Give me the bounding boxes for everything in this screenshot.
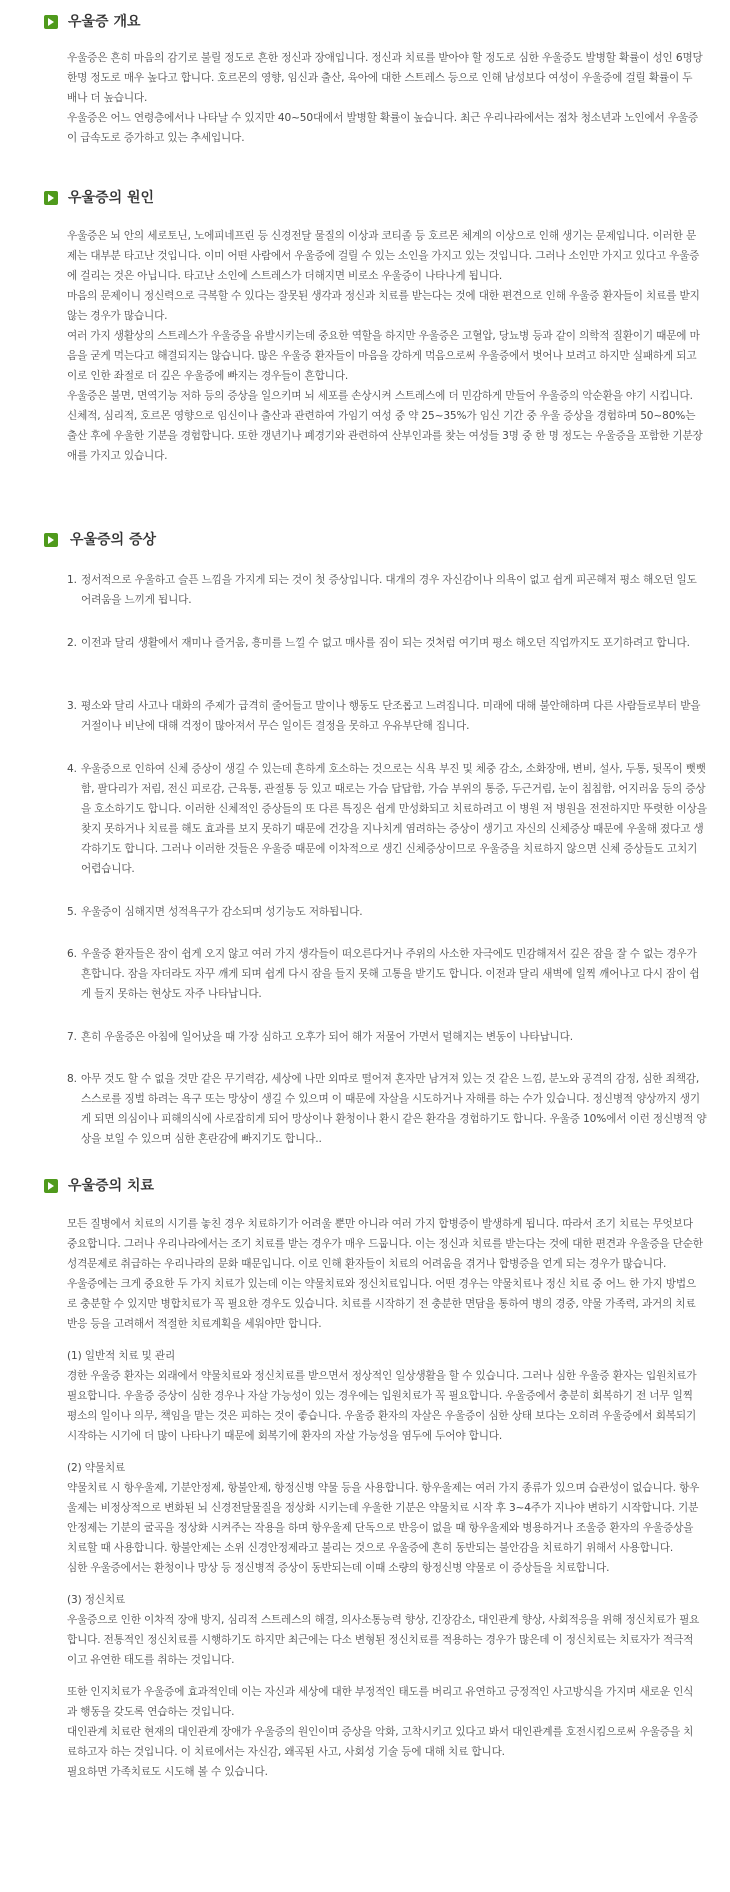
section-title: 우울증 개요 — [68, 14, 141, 30]
section-header — [0, 12, 730, 34]
paragraph: 약물치료 시 항우울제, 기분안정제, 항불안제, 항정신병 약물 등을 사용합니다. 항우울제는 여러 가지 종류가 있으며 습관성이 없습니다. 항우울제는 비정상적으로 변화된 뇌 신경전달물질을 정상화 시키는데 우울한 기분은 약물치료 시작 후 3~4주가 지나야 변하기 시작합니다. 기분안정제는 기분의 굴곡을 정상화 시켜주는 작용을 하며 항우울제 단독으로 반응이 없을 때 항우울제와 병용하거나 조울증 환자의 우울증상을 치료할 때 사용합니다. 항불안제는 소위 신경안정제라고 불리는 것으로 우울증에 흔히 동반되는 불안감을 치료하기 위해서 사용합니다. — [67, 1482, 700, 1554]
list-item — [67, 633, 707, 653]
paragraph: 신체적, 심리적, 호르몬 영향으로 임신이나 출산과 관련하여 가임기 여성 중 약 25~35%가 임신 기간 중 우울 증상을 경험하며 50~80%는 출산 후에 우울한 기분을 경험합니다. 또한 갱년기나 폐경기와 관련하여 산부인과를 찾는 여성들 3명 중 한 명 정도는 우울증을 포함한 기분장애를 가지고 있습니다. — [67, 410, 703, 462]
section-header — [0, 530, 730, 552]
subheading-medication: (2) 약물치료 — [67, 1462, 126, 1474]
section-body — [67, 226, 703, 466]
section-title: 우울증의 증상 — [70, 532, 157, 548]
arrow-bullet-icon — [44, 1179, 58, 1193]
list-number: 4. — [67, 763, 77, 775]
list-text: 우울증이 심해지면 성적욕구가 감소되며 성기능도 저하됩니다. — [81, 906, 363, 918]
list-number: 5. — [67, 906, 77, 918]
paragraph: 심한 우울증에서는 환청이나 망상 등 정신병적 증상이 동반되는데 이때 소량의 항정신병 약물로 이 증상들을 치료합니다. — [67, 1562, 610, 1574]
list-text: 평소와 달리 사고나 대화의 주제가 급격히 줄어들고 말이나 행동도 단조롭고 느려집니다. 미래에 대해 불안해하며 다른 사람들로부터 받을 거절이나 비난에 대해 걱정이 많아져서 무슨 일이든 결정을 못하고 우유부단해 집니다. — [81, 700, 701, 732]
list-item — [67, 696, 707, 736]
list-number: 2. — [67, 637, 77, 649]
paragraph: 우울증은 뇌 안의 세로토닌, 노에피네프린 등 신경전달 물질의 이상과 코티졸 등 호르몬 체계의 이상으로 인해 생기는 문제입니다. 이러한 문제는 대부분 타고난 것입니다. 이미 어떤 사람에서 우울증에 걸릴 수 있는 소인을 가지고 있는 것입니다. 그러나 소인만 가지고 있다고 우울증에 걸리는 것은 아닙니다. 타고난 소인에 스트레스가 더해지면 비로소 우울증이 나타나게 됩니다. — [67, 230, 700, 282]
list-number: 1. — [67, 574, 77, 586]
section-title: 우울증의 원인 — [68, 190, 155, 206]
list-text: 우울증으로 인하여 신체 증상이 생길 수 있는데 흔하게 호소하는 것으로는 식욕 부진 및 체중 감소, 소화장애, 변비, 설사, 두통, 뒷목이 뻣뻣함, 팔다리가 저림, 전신 피로감, 근육통, 관절통 등 있고 때로는 가슴 답답함, 가슴 부위의 통증, 두근거림, 눈이 침침함, 어지러움 등의 증상을 호소하기도 합니다. 이러한 신체적인 증상들의 또 다른 특징은 쉽게 만성화되고 치료하려고 이 병원 저 병원을 전전하지만 뚜렷한 이상을 찾지 못하거나 치료를 해도 효과를 보지 못하기 때문에 건강을 지나치게 염려하는 증상이 생기고 자신의 신체증상 때문에 우울해 졌다고 생각하기도 합니다. 그러나 이러한 것들은 우울증 때문에 이차적으로 생긴 신체증상이므로 우울증을 치료하지 않으면 신체 증상들도 고치기 어렵습니다. — [81, 763, 707, 875]
paragraph: 여러 가지 생활상의 스트레스가 우울증을 유발시키는데 중요한 역할을 하지만 우울증은 고혈압, 당뇨병 등과 같이 의학적 질환이기 때문에 마음을 굳게 먹는다고 해결되지는 않습니다. 많은 우울증 환자들이 마음을 강하게 먹음으로써 우울증에서 벗어나 보려고 하지만 실패하게 되고 이로 인한 좌절로 더 깊은 우울증에 빠지는 경우들이 흔합니다. — [67, 330, 700, 382]
section-title: 우울증의 치료 — [68, 1178, 155, 1194]
list-text: 아무 것도 할 수 없을 것만 같은 무기력감, 세상에 나만 외따로 떨어져 혼자만 남겨져 있는 것 같은 느낌, 분노와 공격의 감정, 심한 죄책감, 스스로를 징벌 하려는 욕구 또는 망상이 생길 수 있으며 이 때문에 자살을 시도하거나 자해를 하는 수가 있습니다. 정신병적 양상까지 생기게 되면 의심이나 피해의식에 사로잡히게 되어 망상이나 환청이나 환시 같은 환각을 경험하기도 합니다. 우울증 10%에서 이런 정신병적 양상을 보일 수 있으며 심한 혼란감에 빠지기도 합니다.. — [81, 1073, 707, 1145]
subheading-psychotherapy: (3) 정신치료 — [67, 1594, 126, 1606]
paragraph: 우울증으로 인한 이차적 장애 방지, 심리적 스트레스의 해결, 의사소통능력 향상, 긴장감소, 대인관계 향상, 사회적응을 위해 정신치료가 필요합니다. 전통적인 정신치료를 시행하기도 하지만 최근에는 다소 변형된 정신치료를 적용하는 경우가 많은데 이 정신치료는 치료자가 적극적이고 유연한 태도를 취하는 것입니다. — [67, 1614, 700, 1666]
list-item — [67, 944, 707, 1004]
list-number: 3. — [67, 700, 77, 712]
paragraph: 모든 질병에서 치료의 시기를 놓친 경우 치료하기가 어려울 뿐만 아니라 여러 가지 합병증이 발생하게 됩니다. 따라서 조기 치료는 무엇보다 중요합니다. 그러나 우리나라에서는 조기 치료를 받는 경우가 매우 드뭅니다. 이는 정신과 치료를 받는다는 것에 대한 편견과 우울증을 단순한 성격문제로 취급하는 우리나라의 문화 때문입니다. 이로 인해 환자들이 치료의 어려움을 겪거나 합병증을 얻게 되는 경우가 많습니다. — [67, 1218, 703, 1270]
subheading-general: (1) 일반적 치료 및 관리 — [67, 1350, 176, 1362]
paragraph: 우울증은 흔히 마음의 감기로 불릴 정도로 흔한 정신과 장애입니다. 정신과 치료를 받아야 할 정도로 심한 우울증도 발병할 확률이 성인 6명당 한명 정도로 매우 높다고 합니다. 호르몬의 영향, 임신과 출산, 육아에 대한 스트레스 등으로 인해 남성보다 여성이 우울증에 걸릴 확률이 두 배나 더 높습니다. — [67, 52, 703, 104]
section-body — [67, 48, 703, 148]
list-text: 흔히 우울증은 아침에 일어났을 때 가장 심하고 오후가 되어 해가 저물어 가면서 덜해지는 변동이 나타납니다. — [81, 1031, 573, 1043]
list-text: 우울증 환자들은 잠이 쉽게 오지 않고 여러 가지 생각들이 떠오른다거나 주위의 사소한 자극에도 민감해져서 깊은 잠을 잘 수 없는 경우가 흔합니다. 잠을 자더라도 자꾸 깨게 되며 쉽게 다시 잠을 들지 못해 고통을 받기도 합니다. 이전과 달리 새벽에 일찍 깨어나고 다시 잠이 쉽게 들지 못하는 현상도 자주 나타납니다. — [81, 948, 700, 1000]
list-item — [67, 1069, 707, 1149]
arrow-bullet-icon — [44, 533, 58, 547]
list-item — [67, 759, 707, 879]
paragraph: 경한 우울증 환자는 외래에서 약물치료와 정신치료를 받으면서 정상적인 일상생활을 할 수 있습니다. 그러나 심한 우울증 환자는 입원치료가 필요합니다. 우울증 증상이 심한 경우나 자살 가능성이 있는 경우에는 입원치료가 꼭 필요합니다. 우울증에서 충분히 회복하기 전 너무 일찍 평소의 일이나 의무, 책임을 맡는 것은 피하는 것이 좋습니다. 우울증 환자의 자살은 우울증이 심한 상태 보다는 오히려 우울증에서 회복되기 시작하는 시기에 더 많이 나타나기 때문에 회복기에 환자의 자살 가능성을 염두에 두어야 합니다. — [67, 1370, 697, 1442]
list-item — [67, 1027, 707, 1047]
paragraph: 마음의 문제이니 정신력으로 극복할 수 있다는 잘못된 생각과 정신과 치료를 받는다는 것에 대한 편견으로 인해 우울증 환자들이 치료를 받지 않는 경우가 많습니다. — [67, 290, 700, 322]
list-text: 이전과 달리 생활에서 재미나 즐거움, 흥미를 느낄 수 없고 매사를 짐이 되는 것처럼 여기며 평소 해오던 직업까지도 포기하려고 합니다. — [81, 637, 690, 649]
paragraph: 또한 인지치료가 우울증에 효과적인데 이는 자신과 세상에 대한 부정적인 태도를 버리고 유연하고 긍정적인 사고방식을 가지며 새로운 인식과 행동을 갖도록 연습하는 것입니다. — [67, 1686, 694, 1718]
section-header — [0, 188, 730, 210]
list-number: 7. — [67, 1031, 77, 1043]
arrow-bullet-icon — [44, 191, 58, 205]
list-number: 8. — [67, 1073, 77, 1085]
section-treatment — [0, 1176, 730, 1778]
list-item — [67, 570, 707, 610]
section-body — [67, 1214, 703, 1782]
section-header — [0, 1176, 730, 1198]
section-overview — [0, 12, 730, 144]
arrow-bullet-icon — [44, 15, 58, 29]
section-causes — [0, 188, 730, 462]
paragraph: 우울증은 어느 연령층에서나 나타날 수 있지만 40~50대에서 발병할 확률이 높습니다. 최근 우리나라에서는 점차 청소년과 노인에서 우울증이 급속도로 증가하고 있는 추세입니다. — [67, 112, 699, 144]
list-number: 6. — [67, 948, 77, 960]
section-symptoms — [0, 530, 730, 1145]
paragraph: 우울증은 불면, 면역기능 저하 등의 증상을 일으키며 뇌 세포를 손상시켜 스트레스에 더 민감하게 만들어 우울증의 악순환을 야기 시킵니다. — [67, 390, 693, 402]
paragraph: 우울증에는 크게 중요한 두 가지 치료가 있는데 이는 약물치료와 정신치료입니다. 어떤 경우는 약물치료나 정신 치료 중 어느 한 가지 방법으로 충분할 수 있지만 병합치료가 꼭 필요한 경우도 있습니다. 치료를 시작하기 전 충분한 면담을 통하여 병의 경중, 약물 가족력, 과거의 치료반응 등을 고려해서 적절한 치료계획을 세워야만 합니다. — [67, 1278, 697, 1330]
paragraph: 필요하면 가족치료도 시도해 볼 수 있습니다. — [67, 1766, 268, 1778]
list-text: 정서적으로 우울하고 슬픈 느낌을 가지게 되는 것이 첫 증상입니다. 대개의 경우 자신감이나 의욕이 없고 쉽게 피곤해져 평소 해오던 일도 어려움을 느끼게 됩니다. — [81, 574, 697, 606]
paragraph: 대인관계 치료란 현재의 대인관계 장애가 우울증의 원인이며 증상을 악화, 고착시키고 있다고 봐서 대인관계를 호전시킴으로써 우울증을 치료하고자 하는 것입니다. 이 치료에서는 자신감, 왜곡된 사고, 사회성 기술 등에 대해 치료 합니다. — [67, 1726, 694, 1758]
list-item — [67, 902, 707, 922]
